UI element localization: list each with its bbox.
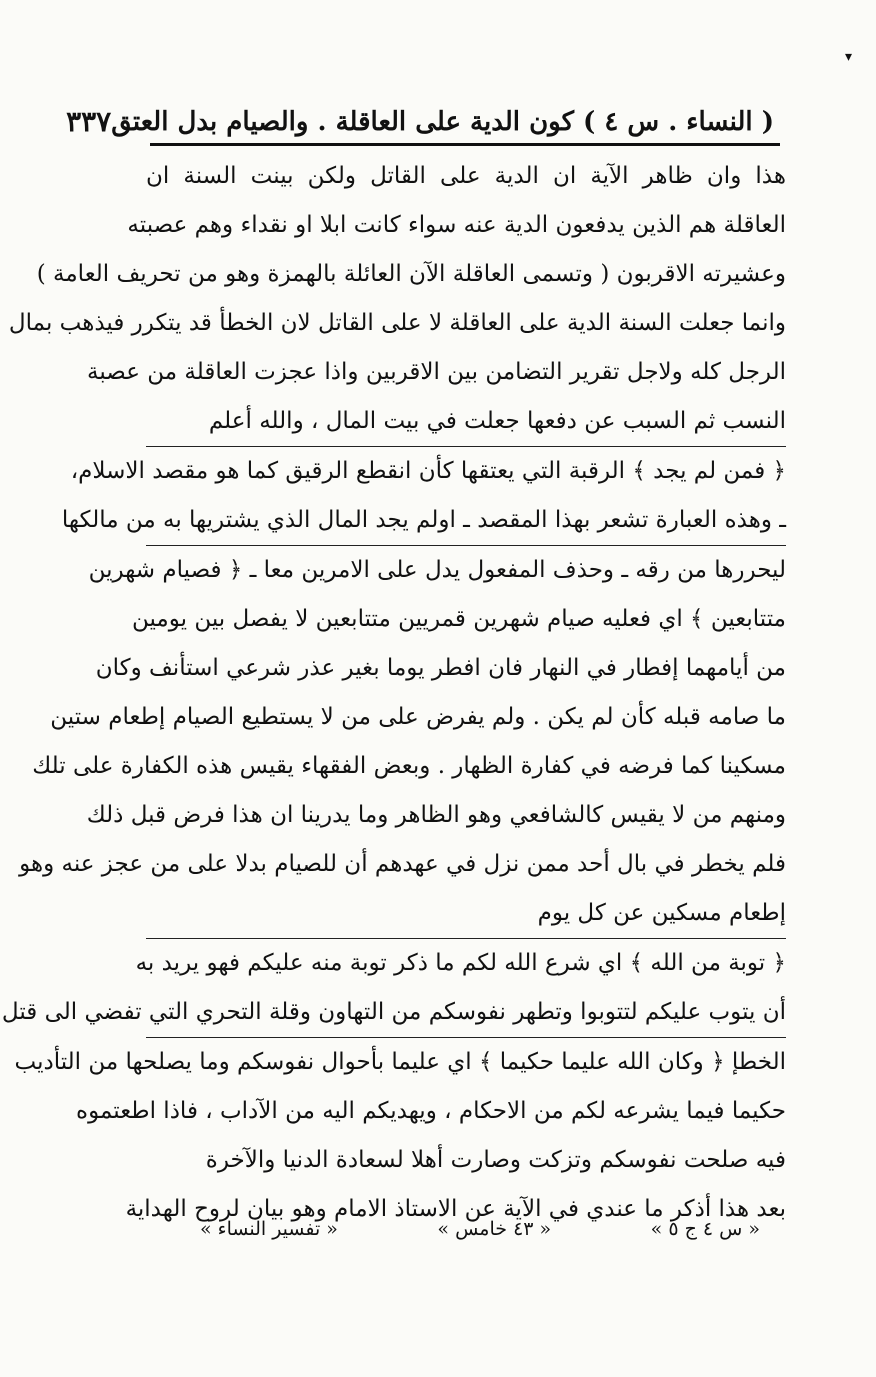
corner-mark: ▾ [845,49,853,65]
footer-signature-left: « تفسير النساء » [200,1218,338,1240]
text-line: الرجل كله ولاجل تقرير التضامن بين الاقربين واذا عجزت العاقلة من عصبة [87,359,786,385]
text-line: العاقلة هم الذين يدفعون الدية عنه سواء كانت ابلا او نقداء وهم عصبته [127,212,786,238]
text-line: ما صامه قبله كأن لم يكن . ولم يفرض على من لا يستطيع الصيام إطعام ستين [50,704,786,730]
footer-signature-center: « ٤٣ خامس » [437,1218,552,1240]
text-line: متتابعين ﴾ اي فعليه صيام شهرين قمريين متتابعين لا يفصل بين يومين [131,606,786,632]
text-line: بعد هذا أذكر ما عندي في الآية عن الاستاذ الامام وهو بيان لروح الهداية [125,1196,786,1222]
text-line: ﴿ توبة من الله ﴾ اي شرع الله لكم ما ذكر توبة منه عليكم فهو يريد به [135,950,786,976]
text-line: ـ وهذه العبارة تشعر بهذا المقصد ـ اولم يجد المال الذي يشتريها به من مالكها [146,496,786,546]
text-line: وعشيرته الاقربون ( وتسمى العاقلة الآن العائلة بالهمزة وهو من تحريف العامة ) [36,261,786,287]
text-line: إطعام مسكين عن كل يوم [146,889,786,939]
header-title: ( النساء . س ٤ ) كون الدية على العاقلة . والصيام بدل العتق [111,106,774,137]
page-number: ٣٣٧ [66,105,112,138]
text-line: ومنهم من لا يقيس كالشافعي وهو الظاهر وما يدرينا ان هذا فرض قبل ذلك [86,802,786,828]
text-line: النسب ثم السبب عن دفعها جعلت في بيت المال ، والله أعلم [146,397,786,447]
text-line: ﴿ فمن لم يجد ﴾ الرقبة التي يعتقها كأن انقطع الرقيق كما هو مقصد الاسلام، [70,458,786,484]
text-line: أن يتوب عليكم لتتوبوا وتطهر نفوسكم من التهاون وقلة التحري التي تفضي الى قتل [146,988,786,1038]
text-line: فيه صلحت نفوسكم وتزكت وصارت أهلا لسعادة الدنيا والآخرة [205,1147,786,1173]
text-line: هذا وان ظاهر الآية ان الدية على القاتل ولكن بينت السنة ان [146,163,786,189]
running-header [66,100,780,146]
text-line: فلم يخطر في بال أحد ممن نزل في عهدهم أن للصيام بدلا على من عجز عنه وهو [19,851,786,877]
footer-signature-right: « س ٤ ج ٥ » [650,1218,760,1240]
body-text [1,152,786,1234]
text-line: مسكينا كما فرضه في كفارة الظهار . وبعض الفقهاء يقيس هذه الكفارة على تلك [32,753,786,779]
page-footer [200,1218,760,1240]
text-line: حكيما فيما يشرعه لكم من الاحكام ، ويهديكم اليه من الآداب ، فاذا اطعتموه [76,1098,786,1124]
text-line: من أيامهما إفطار في النهار فان افطر يوما بغير عذر شرعي استأنف وكان [95,655,786,681]
text-line: ليحررها من رقه ـ وحذف المفعول يدل على الامرين معا ـ ﴿ فصيام شهرين [88,557,786,583]
text-line: الخطإ ﴿ وكان الله عليما حكيما ﴾ اي عليما بأحوال نفوسكم وما يصلحها من التأديب [14,1049,786,1075]
text-line: وانما جعلت السنة الدية على العاقلة لا على القاتل لان الخطأ قد يتكرر فيذهب بمال [8,310,786,336]
